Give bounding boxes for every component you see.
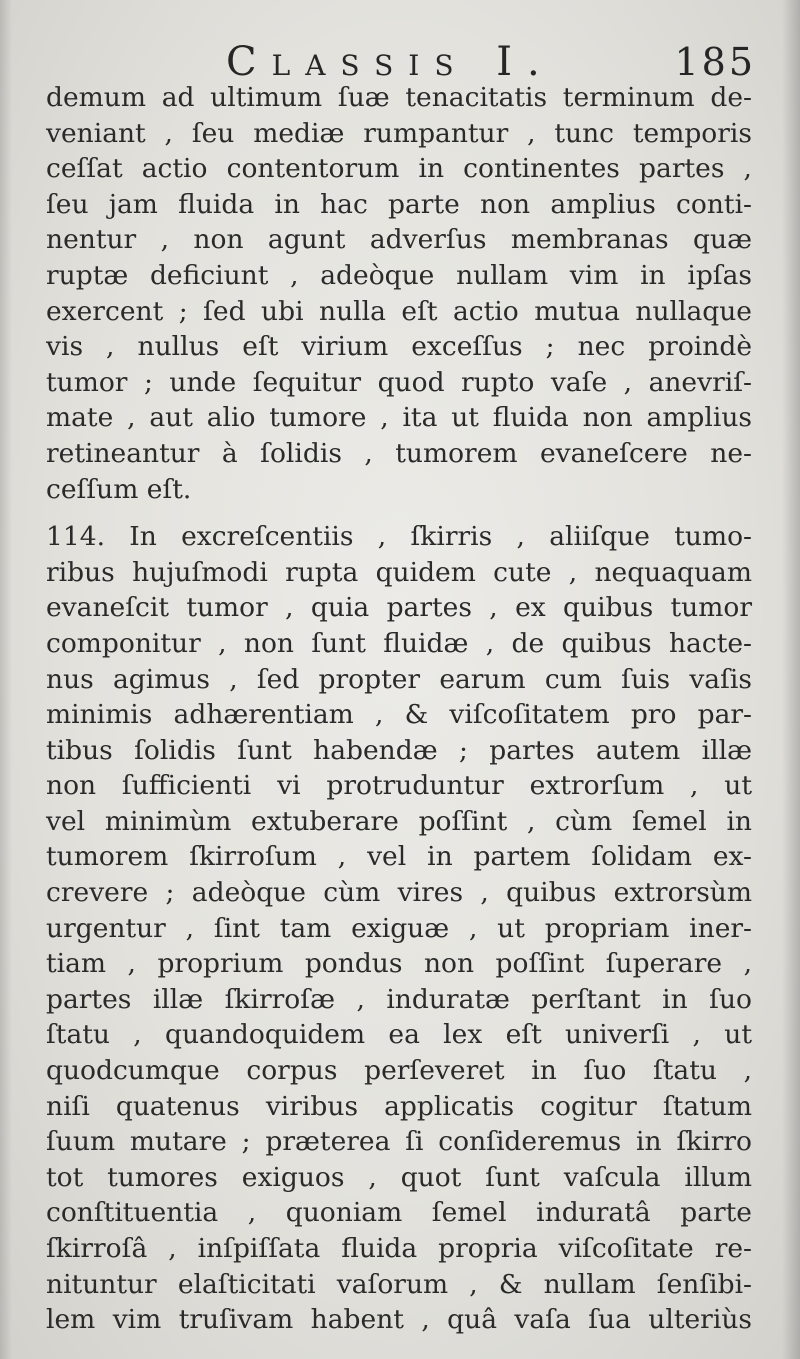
text-line: evaneſcit tumor , quia partes , ex quibus tumor: [46, 592, 752, 624]
text-line: ſtatu , quandoquidem ea lex eſt univerſi , ut: [46, 1019, 752, 1051]
text-line: vis , nullus eſt virium exceſſus ; nec proindè: [46, 331, 752, 363]
text-line: conſtituentia , quoniam ſemel induratâ parte: [46, 1197, 752, 1229]
text-line: partes illæ ſkirroſæ , induratæ perſtant in ſuo: [46, 983, 752, 1015]
text-line: tumor ; unde ſequitur quod rupto vaſe , anevriſ-: [46, 366, 752, 398]
running-title: Classis I.: [226, 39, 555, 85]
text-line: ſeu jam fluida in hac parte non amplius conti-: [46, 188, 752, 220]
text-line: quodcumque corpus perſeveret in ſuo ſtatu ,: [46, 1055, 752, 1087]
paragraph-114: [46, 519, 752, 1338]
text-line: ceſſat actio contentorum in continentes partes ,: [46, 153, 752, 185]
text-line: vel minimùm extuberare poſſint , cùm ſemel in: [46, 805, 752, 837]
text-line: crevere ; adeòque cùm vires , quibus extrorsùm: [46, 877, 752, 909]
text-line: tibus ſolidis ſunt habendæ ; partes autem illæ: [46, 734, 752, 766]
text-line: nentur , non agunt adverſus membranas quæ: [46, 224, 752, 256]
text-line: ſuum mutare ; præterea ſi conſideremus in ſkirro: [46, 1126, 752, 1158]
text-line: minimis adhærentiam , & viſcoſitatem pro par-: [46, 699, 752, 731]
text-line: ruptæ deficiunt , adeòque nullam vim in ipſas: [46, 259, 752, 291]
text-line: urgentur , ſint tam exiguæ , ut propriam iner-: [46, 912, 752, 944]
text-line: ribus hujuſmodi rupta quidem cute , nequaquam: [46, 556, 752, 588]
text-line: 114. In excreſcentiis , ſkirris , aliiſque tumo-: [46, 521, 752, 553]
text-line: ſkirroſâ , inſpiſſata fluida propria viſcoſitate re-: [46, 1233, 752, 1264]
page-shadow-left: [0, 0, 12, 1359]
text-line: componitur , non ſunt fluidæ , de quibus hacte-: [46, 627, 752, 659]
text-line: tiam , proprium pondus non poſſint ſuperare ,: [46, 948, 752, 980]
text-line: tumorem ſkirroſum , vel in partem ſolidam ex-: [46, 841, 752, 873]
page-shadow-right: [782, 0, 800, 1359]
text-line: retineantur à ſolidis , tumorem evaneſcere ne-: [46, 437, 752, 469]
text-line: non ſufficienti vi protruduntur extrorſum , ut: [46, 770, 752, 802]
text-line: exercent ; ſed ubi nulla eſt actio mutua nullaque: [46, 295, 752, 327]
body-text: [46, 80, 752, 1338]
text-line: nituntur elaſticitati vaſorum , & nullam ſenſibi-: [46, 1268, 752, 1300]
paragraph-continuation: [46, 80, 752, 507]
text-line: niſi quatenus viribus applicatis cogitur ſtatum: [46, 1090, 752, 1122]
text-line: demum ad ultimum ſuæ tenacitatis terminum de-: [46, 82, 752, 113]
text-line: mate , aut alio tumore , ita ut fluida non amplius: [46, 402, 752, 434]
text-line: veniant , ſeu mediæ rumpantur , tunc temporis: [46, 117, 752, 149]
text-line: lem vim truſivam habent , quâ vaſa ſua ulteriùs: [46, 1304, 752, 1336]
page-number: 185: [674, 40, 756, 84]
text-line: nus agimus , ſed propter earum cum ſuis vaſis: [46, 663, 752, 695]
text-line: ceſſum eſt.: [46, 473, 192, 505]
text-line: tot tumores exiguos , quot ſunt vaſcula illum: [46, 1161, 752, 1193]
